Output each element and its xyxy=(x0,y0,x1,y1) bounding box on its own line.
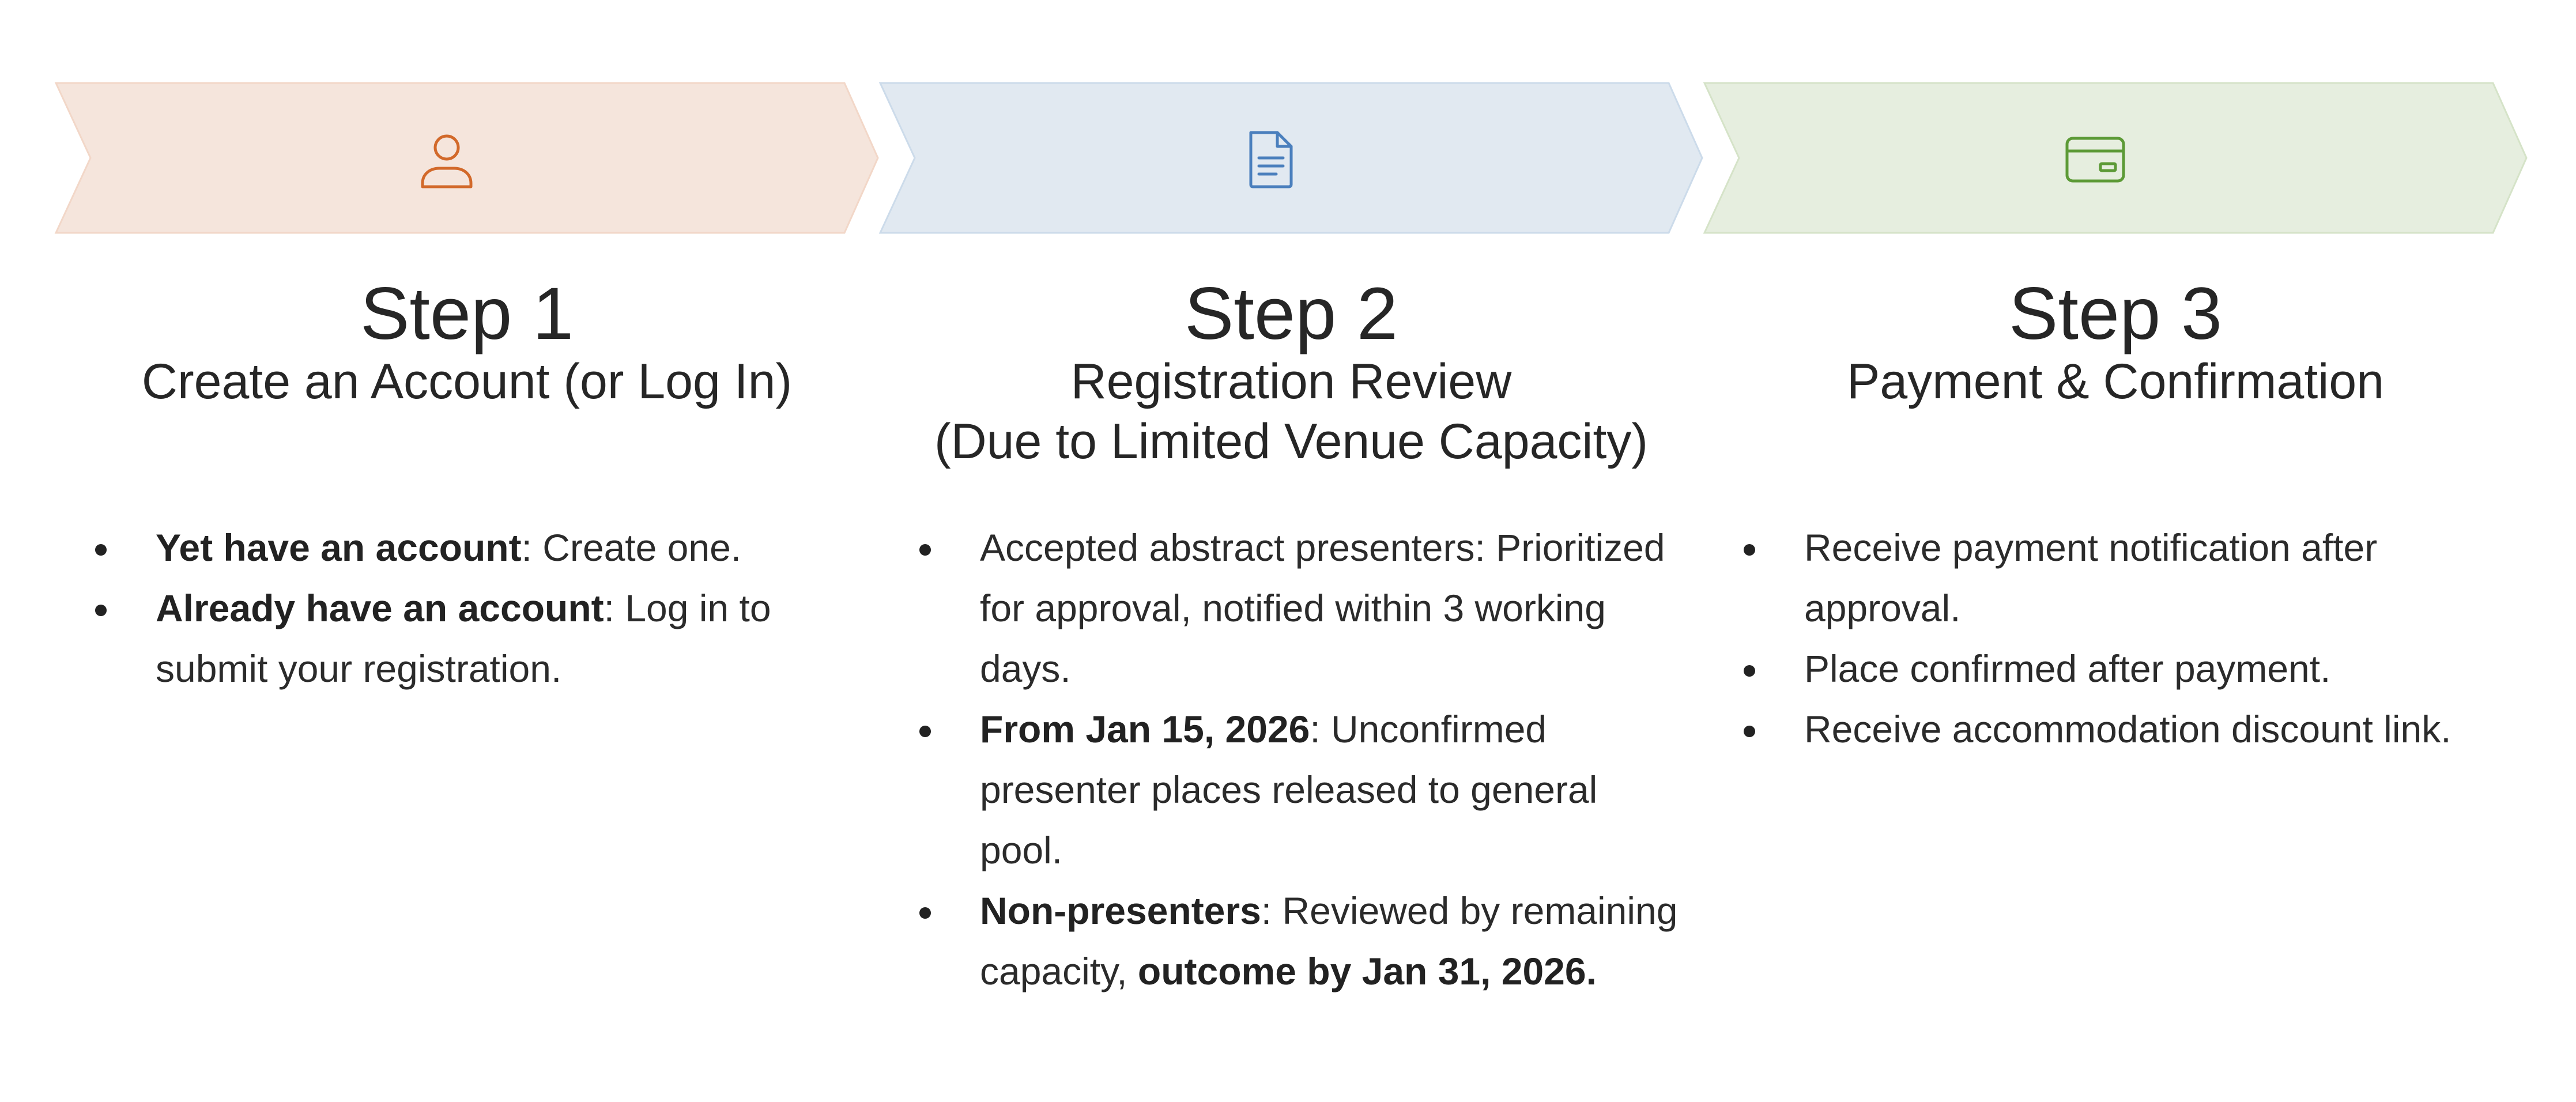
user-icon-head xyxy=(435,136,458,159)
step-3-bullet-list xyxy=(1744,518,2505,760)
bullet-text: : Create one. xyxy=(521,526,742,569)
list-item xyxy=(95,578,856,699)
bullet-text: Accepted abstract presenters: Prioritized for approval, notified within 3 working days. xyxy=(980,526,1665,690)
step-3-column xyxy=(1703,0,2528,1102)
step-title: Step 2 xyxy=(1184,273,1398,355)
bullet-bold-text: Non-presenters xyxy=(980,889,1261,932)
step-1-bullet-list xyxy=(95,518,856,699)
bullet-bold-text: From Jan 15, 2026 xyxy=(980,708,1310,750)
document-icon xyxy=(1239,128,1303,191)
list-item xyxy=(1744,518,2505,639)
bullet-text: Place confirmed after payment. xyxy=(1804,647,2331,690)
step-title: Step 3 xyxy=(2008,273,2223,355)
step-subtitle-line: Create an Account (or Log In) xyxy=(141,354,793,409)
step-2-column xyxy=(879,0,1703,1102)
list-item xyxy=(919,699,1680,881)
credit-card-icon xyxy=(2064,128,2127,191)
list-item xyxy=(919,518,1680,699)
list-item xyxy=(95,518,856,578)
step-1-column xyxy=(55,0,879,1102)
bullet-bold-text: Yet have an account xyxy=(156,526,522,569)
credit-card-icon-chip xyxy=(2100,164,2115,171)
user-icon xyxy=(415,128,478,191)
bullet-text: : Unconfirmed presenter places released to general pool. xyxy=(980,708,1598,871)
list-item xyxy=(1744,639,2505,699)
credit-card-icon-body xyxy=(2067,138,2124,181)
step-2-bullet-list xyxy=(919,518,1680,1002)
step-title: Step 1 xyxy=(360,273,574,355)
step-subtitle xyxy=(1703,352,2528,412)
bullet-text: : Reviewed by remaining capacity, xyxy=(980,889,1678,992)
bullet-bold-text: outcome by Jan 31, 2026. xyxy=(1137,950,1597,992)
step-subtitle xyxy=(55,352,879,412)
document-icon-page xyxy=(1251,133,1291,187)
list-item xyxy=(919,881,1680,1002)
bullet-bold-text: Already have an account xyxy=(156,587,604,629)
step-subtitle xyxy=(879,352,1703,471)
bullet-text: : Log in to submit your registration. xyxy=(156,587,771,690)
step-subtitle-line: Registration Review xyxy=(1070,354,1512,409)
bullet-text: Receive payment notification after approval. xyxy=(1804,526,2378,629)
user-icon-body xyxy=(423,168,471,187)
bullet-text: Receive accommodation discount link. xyxy=(1804,708,2451,750)
list-item xyxy=(1744,699,2505,760)
step-subtitle-line: Payment & Confirmation xyxy=(1846,354,2385,409)
step-subtitle-line: (Due to Limited Venue Capacity) xyxy=(934,414,1649,469)
